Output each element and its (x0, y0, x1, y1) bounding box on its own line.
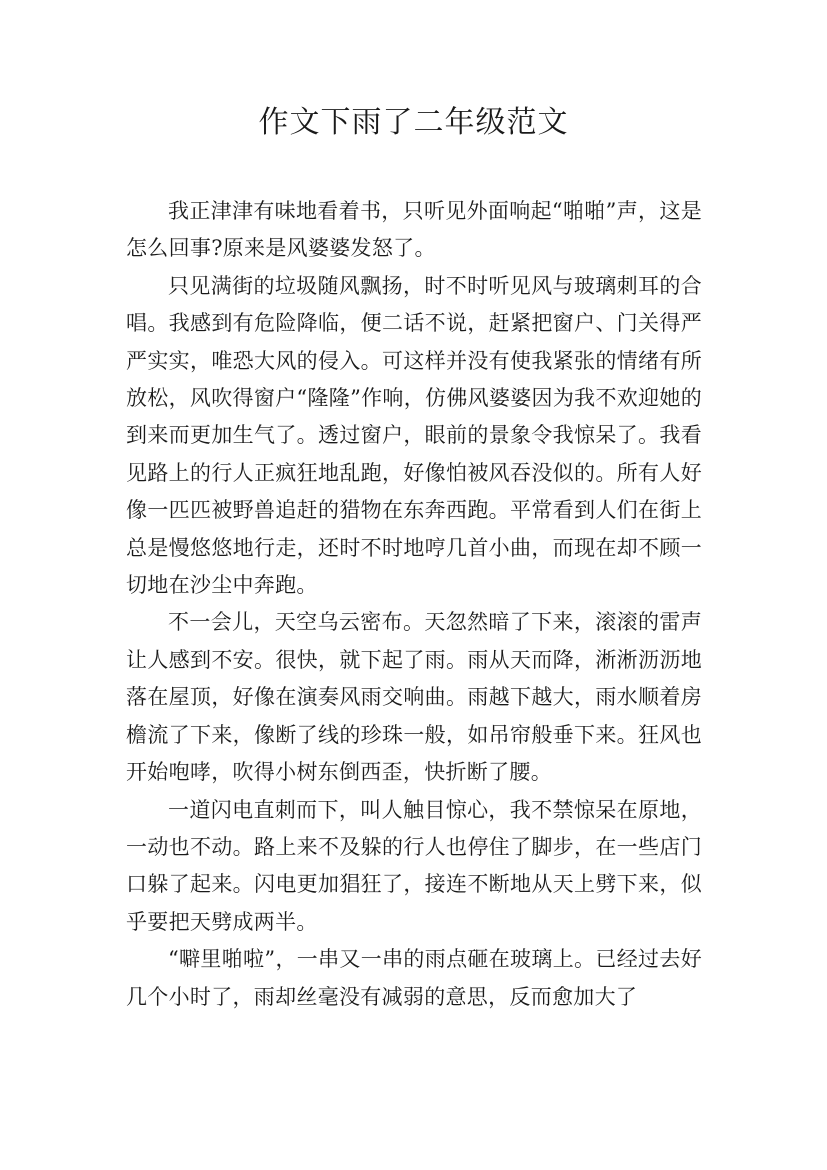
paragraph-3: 不一会儿，天空乌云密布。天忽然暗了下来，滚滚的雷声让人感到不安。很快，就下起了雨。雨从天而降，淅淅沥沥地落在屋顶，好像在演奏风雨交响曲。雨越下越大，雨水顺着房檐流了下来，像断了线的珍珠一般，如吊帘般垂下来。狂风也开始咆哮，吹得小树东倒西歪，快折断了腰。 (126, 610, 702, 785)
document-body (126, 193, 702, 1016)
paragraph-5: “噼里啪啦”，一串又一串的雨点砸在玻璃上。已经过去好几个小时了，雨却丝毫没有减弱的意思，反而愈加大了 (126, 947, 702, 1009)
paragraph-4: 一道闪电直刺而下，叫人触目惊心，我不禁惊呆在原地，一动也不动。路上来不及躲的行人也停住了脚步，在一些店门口躲了起来。闪电更加猖狂了，接连不断地从天上劈下来，似乎要把天劈成两半。 (126, 797, 702, 934)
document-title: 作文下雨了二年级范文 (258, 105, 569, 140)
paragraph-2: 只见满街的垃圾随风飘扬，时不时听见风与玻璃刺耳的合唱。我感到有危险降临，便二话不说，赶紧把窗户、门关得严严实实，唯恐大风的侵入。可这样并没有使我紧张的情绪有所放松，风吹得窗户“隆隆”作响，仿佛风婆婆因为我不欢迎她的到来而更加生气了。透过窗户，眼前的景象令我惊呆了。我看见路上的行人正疯狂地乱跑，好像怕被风吞没似的。所有人好像一匹匹被野兽追赶的猎物在东奔西跑。平常看到人们在街上总是慢悠悠地行走，还时不时地哼几首小曲，而现在却不顾一切地在沙尘中奔跑。 (126, 273, 702, 598)
paragraph-1: 我正津津有味地看着书，只听见外面响起“啪啪”声，这是怎么回事?原来是风婆婆发怒了。 (126, 199, 702, 261)
